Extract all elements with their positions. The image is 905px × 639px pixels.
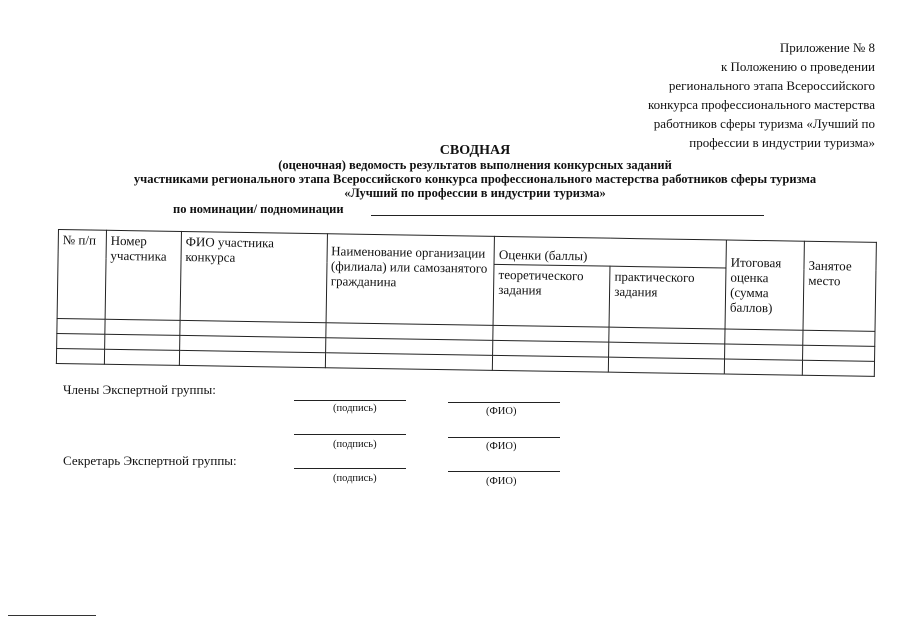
- title-line-3: участниками регионального этапа Всероссийского конкурса профессионального мастерства работников сферы туризма: [133, 172, 817, 186]
- appendix-line: Приложение № 8: [779, 40, 875, 55]
- signature-caption: (подпись): [333, 403, 377, 414]
- header-theory: теоретического задания: [493, 264, 610, 327]
- fio-line: [448, 471, 560, 472]
- nomination-label: по номинации/ подноминации: [173, 202, 344, 216]
- fio-caption: (ФИО): [486, 406, 517, 417]
- appendix-line: профессии в индустрии туризма»: [689, 135, 875, 150]
- nomination-fill-line: [371, 215, 764, 216]
- title-main: СВОДНАЯ: [439, 143, 511, 158]
- appendix-line: к Положению о проведении: [720, 59, 875, 74]
- footnote-rule: [8, 615, 96, 616]
- header-total: Итоговая оценка (сумма баллов): [725, 240, 804, 330]
- header-fio: ФИО участника конкурса: [180, 231, 327, 322]
- appendix-line: регионального этапа Всероссийского: [668, 78, 875, 93]
- signature-line: [294, 400, 406, 401]
- secretary-label: Секретарь Экспертной группы:: [63, 453, 237, 468]
- appendix-line: работников сферы туризма «Лучший по: [653, 116, 875, 131]
- fio-line: [448, 402, 560, 403]
- header-scores: Оценки (баллы): [494, 236, 726, 268]
- title-line-2: (оценочная) ведомость результатов выполнения конкурсных заданий: [278, 158, 672, 172]
- header-num: № п/п: [57, 230, 106, 320]
- header-organization: Наименование организации (филиала) или самозанятого гражданина: [326, 234, 495, 326]
- table-header-row: [58, 230, 876, 271]
- appendix-line: конкурса профессионального мастерства: [648, 97, 875, 112]
- signature-line: [294, 434, 406, 435]
- members-label: Члены Экспертной группы:: [63, 382, 216, 397]
- header-practice: практического задания: [609, 266, 726, 329]
- header-participant-number: Номер участника: [105, 230, 181, 320]
- fio-caption: (ФИО): [486, 476, 517, 487]
- results-table: [56, 229, 877, 377]
- document-title: [60, 143, 890, 200]
- signature-line: [294, 468, 406, 469]
- header-place: Занятое место: [803, 241, 876, 331]
- appendix-header: [575, 38, 875, 152]
- signature-caption: (подпись): [333, 439, 377, 450]
- fio-line: [448, 437, 560, 438]
- fio-caption: (ФИО): [486, 441, 517, 452]
- title-line-4: «Лучший по профессии в индустрии туризма»: [344, 186, 606, 200]
- signature-caption: (подпись): [333, 473, 377, 484]
